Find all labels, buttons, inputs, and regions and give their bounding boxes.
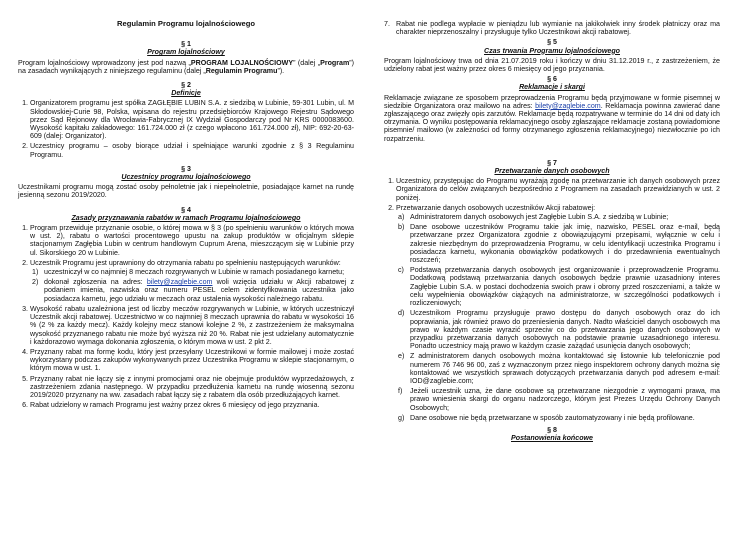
s1-regulations-term: Regulamin Programu — [205, 66, 278, 75]
point-marker: f) — [398, 387, 403, 396]
point-marker: g) — [398, 413, 405, 422]
section-4-title: Zasady przyznawania rabatów w ramach Programu lojalnościowego — [71, 213, 301, 222]
point-text: Administratorem danych osobowych jest Zagłębie Lubin S.A. z siedzibą w Lubinie; — [410, 213, 669, 222]
section-3-number: § 3 — [181, 164, 191, 173]
condition-marker: 1) — [32, 268, 39, 277]
data-rule-2-text: Przetwarzanie danych osobowych uczestników Akcji rabatowej: — [396, 203, 596, 212]
section-1-number: § 1 — [181, 40, 191, 49]
point-f — [398, 387, 720, 412]
s1-text-part: ”) na zasadach wynikających z niniejszego regulaminu (dalej „ — [18, 58, 354, 75]
s1-text-part: Program lojalnościowy wprowadzony jest pod nazwą „ — [18, 58, 191, 67]
point-c — [398, 266, 720, 308]
point-a — [398, 213, 720, 222]
point-marker: c) — [398, 266, 404, 275]
email-link[interactable]: bilety@zaglebie.com — [535, 101, 601, 110]
s1-text-part: ”). — [277, 66, 285, 75]
section-8-number: § 8 — [547, 425, 557, 434]
email-link[interactable]: bilety@zaglebie.com — [146, 278, 213, 287]
point-marker: b) — [398, 223, 405, 232]
data-processing-list — [384, 177, 720, 422]
definition-participants: 2. Uczestnicy programu – osoby biorące udział i spełniające warunki zgodnie z § 3 Regulaminu Programu. — [30, 142, 354, 158]
point-text: Z administratorem danych osobowych można kontaktować się listownie lub telefonicznie pod numerem 76 746 96 00, zaś z wyznaczonym przez niego inspektorem ochrony danych można się kontaktować we wszystkich sprawach dotyczących przetwarzania danych pod adresem e-mail: IOD@zaglebie.com; — [410, 352, 720, 385]
rule-7 — [384, 20, 720, 36]
section-8-title: Postanowienia końcowe — [511, 434, 593, 443]
section-4-number: § 4 — [181, 205, 191, 214]
point-text: Jeżeli uczestnik uzna, że dane osobowe są przetwarzane niezgodnie z wymogami prawa, ma prawo wniesienia skargi do organu nadzorczego, którym jest Prezes Urzędu Ochrony Danych Osobowych; — [410, 387, 720, 412]
right-column — [384, 0, 720, 444]
point-g — [398, 413, 720, 422]
point-marker: e) — [398, 352, 405, 361]
section-3-title: Uczestnicy programu lojalnościowego — [121, 173, 251, 182]
point-text: Dane osobowe uczestników Programu takie jak imię, nazwisko, PESEL oraz e-mail, będą przetwarzane przez Organizatora zgodnie z obowiązującymi przepisami, wyłącznie w celu i zakresie niezbędnym do przeprowadzenia Programu, w celu identyfikacji uczestnika Programu i posiadacza karnetu, wykonania obowiązków podatkowych i do przedawnienia ewentualnych roszczeń; — [410, 223, 720, 265]
section-6-title: Reklamacje i skargi — [519, 83, 585, 92]
section-2-number: § 2 — [181, 81, 191, 90]
section-5-title: Czas trwania Programu lojalnościowego — [484, 46, 620, 55]
condition-marker: 2) — [32, 278, 39, 287]
section-2-title: Definicje — [171, 89, 201, 98]
rule-6: 6. Rabat udzielony w ramach Programu jest ważny przez okres 6 miesięcy od jego przyznania. — [30, 401, 354, 409]
condition-2-text-rest: woli wzięcia udziału w Akcji rabatowej z podaniem imienia, nazwiska oraz numeru PESEL celem zidentyfikowania uczestnika jako posiadacza karnetu, jego udziału w meczach oraz ustalenia wysokości należnego rabatu. — [44, 278, 354, 303]
definition-organizer: 1. Organizatorem programu jest spółka ZAGŁĘBIE LUBIN S.A. z siedzibą w Lubinie, 59-301 Lubin, ul. M Skłodowskiej-Curie 98, Polska, wpisana do rejestru przedsiębiorców Krajowego Rejestru Sądowego przez Sąd Rejonowy dla Wrocławia-Fabrycznej IX Wydział Gospodarczy pod Nr KRS 0000083600. Wysokość kapitału zakładowego: 161.724.000 zł (z czego wpłacono 161.724.000 zł), NIP: 692-20-63-609 (dalej: Organizator). — [30, 99, 354, 140]
s1-program-term: Program — [320, 58, 350, 67]
data-rule-2 — [396, 204, 720, 422]
rule-4: 4. Przyznany rabat ma formę kodu, który jest przesyłany Uczestnikowi w formie mailowej i może zostać wykorzystany podczas zakupów wykonywanych przez Uczestnika Programu w sklepie stacjonarnym, o którym mowa w ust. 1. — [30, 348, 354, 373]
left-column — [18, 0, 354, 411]
point-text: Uczestnikom Programu przysługuje prawo dostępu do danych osobowych oraz do ich poprawiania, jak również prawo do przeniesienia danych. Nadto właściciel danych osobowych ma prawo w każdym czasie wyrazić sprzeciw co do przetwarzania jego danych osobowych w przypadku przetwarzania danych osobowych na podstawie prawnie uzasadnionego interesu. Ponadto uczestnicy mają prawo w każdym czasie zażądać usunięcia danych osobowych; — [410, 309, 720, 351]
rule-3: 3. Wysokość rabatu uzależniona jest od liczby meczów rozgrywanych w Lubinie, w których uczestniczył Uczestnik akcji rabatowej. Uczestnictwo w co najmniej 8 meczach uprawnia do rabatu w wysokości 16 % (2 % za każdy mecz). Każdy kolejny mecz stanowi kolejne 2 %, z zastrzeżeniem że maksymalna wysokość przyznanego rabatu nie może być wyższa niż 20 %. Rabat nie jest udzielany automatycznie i każdorazowo wymaga dokonania zgłoszenia, o którym mowa w ust. 2 pkt 2. — [30, 305, 354, 346]
section-5-number: § 5 — [547, 38, 557, 47]
section-6-number: § 6 — [547, 75, 557, 84]
rule-7-number: 7. — [384, 20, 390, 28]
condition-1 — [32, 268, 354, 277]
point-b — [398, 223, 720, 265]
rule-5: 5. Przyznany rabat nie łączy się z innymi promocjami oraz nie obejmuje produktów wyprzedażowych, z zastrzeżeniem zdania następnego. W przypadku przedłużenia karnetu na rundę wiosenną sezonu 2019/2020 przyznany na ww. zasadach rabat łączy się z rabatem dla osób przedłużających karnet. — [30, 375, 354, 400]
section-1-text — [18, 59, 354, 75]
condition-1-text: uczestniczył w co najmniej 8 meczach rozgrywanych w Lubinie w ramach posiadanego karnetu; — [44, 268, 345, 277]
section-6-text — [384, 94, 720, 143]
section-7-title: Przetwarzanie danych osobowych — [494, 167, 610, 176]
rule-7-text: Rabat nie podlega wypłacie w pieniądzu lub wymianie na jakikolwiek inny środek płatniczy oraz ma charakter nieprzenoszalny i przysługuje tylko Uczestnikowi akcji rabatowej. — [396, 20, 720, 37]
section-5-text: Program lojalnościowy trwa od dnia 21.07.2019 roku i kończy w dniu 31.12.2019 r., z zastrzeżeniem, że udzielony rabat jest ważny przez okres 6 miesięcy od jego przyznania. — [384, 56, 720, 74]
s1-program-name: PROGRAM LOJALNOŚCIOWY — [190, 58, 294, 67]
data-rule-2-points — [396, 213, 720, 422]
section-7-number: § 7 — [547, 158, 557, 167]
rule-1: 1. Program przewiduje przyznanie osobie, o której mowa w § 3 (po spełnieniu warunków o których mowa w ust. 2), rabatu o wartości procentowego upustu na zakup produktów w oficjalnym sklepie stacjonarnym Zagłębia Lubin w centrum handlowym Cuprum Arena, mieszczącym się w Lubinie przy ul. Sikorskiego 20 w Lubinie. — [30, 224, 354, 257]
rule-2-conditions — [30, 268, 354, 303]
point-e — [398, 352, 720, 385]
document-title: Regulamin Programu lojalnościowego — [117, 19, 255, 28]
rule-2-text: Uczestnik Programu jest uprawniony do otrzymania rabatu po spełnieniu następujących warunków: — [30, 258, 341, 267]
rule-2 — [30, 259, 354, 303]
data-rule-1: 1. Uczestnicy, przystępując do Programu wyrażają zgodę na przetwarzanie ich danych osobowych przez Organizatora do celów związanych bezpośrednio z Programem na zasadach przewidzianych w ust. 2 poniżej. — [396, 177, 720, 202]
point-d — [398, 309, 720, 351]
s6-text-part: Reklamacje związane ze sposobem przeprowadzenia Programu będą przyjmowane w formie pisemnej w siedzibie Organizatora oraz mailowo na adres: — [384, 93, 720, 110]
condition-2 — [32, 278, 354, 303]
s6-text-rest: . Reklamacja powinna zawierać dane zgłaszającego oraz zwięzły opis zarzutów. Reklamacje będą rozpatrywane w terminie do 14 dni od daty ich otrzymania. O wyniku postępowania reklamacyjnego osoby zgłaszające reklamacje zostaną powiadomione pisemnie/ mailowo (w zależności od formy otrzymanego zgłoszenia reklamacyjnego) niezwłocznie po ich rozpatrzeniu. — [384, 101, 720, 143]
point-text: Podstawą przetwarzania danych osobowych jest organizowanie i przeprowadzenie Programu. Dodatkową podstawą przetwarzania danych osobowych będzie prawnie uzasadniony interes Zagłębie Lubin S.A. w postaci dochodzenia swoich praw i obrony przed roszczeniami, a także w celu wypełnienia obowiązków ciążących na administratorze, w szczególności podatkowych i rozliczeniowych; — [410, 266, 720, 308]
s1-text-part: ” (dalej „ — [293, 58, 321, 67]
point-text: Dane osobowe nie będą przetwarzane w sposób zautomatyzowany i nie będą profilowane. — [410, 413, 695, 422]
section-1-title: Program lojalnościowy — [147, 48, 225, 57]
point-marker: a) — [398, 213, 405, 222]
section-3-text: Uczestnikami programu mogą zostać osoby pełnoletnie jak i niepełnoletnie, posiadające karnet na rundę jesienną sezonu 2019/2020. — [18, 183, 354, 200]
rules-list — [18, 224, 354, 409]
definitions-list — [18, 99, 354, 158]
condition-2-text: dokonał zgłoszenia na adres: — [44, 278, 147, 287]
point-marker: d) — [398, 309, 405, 318]
